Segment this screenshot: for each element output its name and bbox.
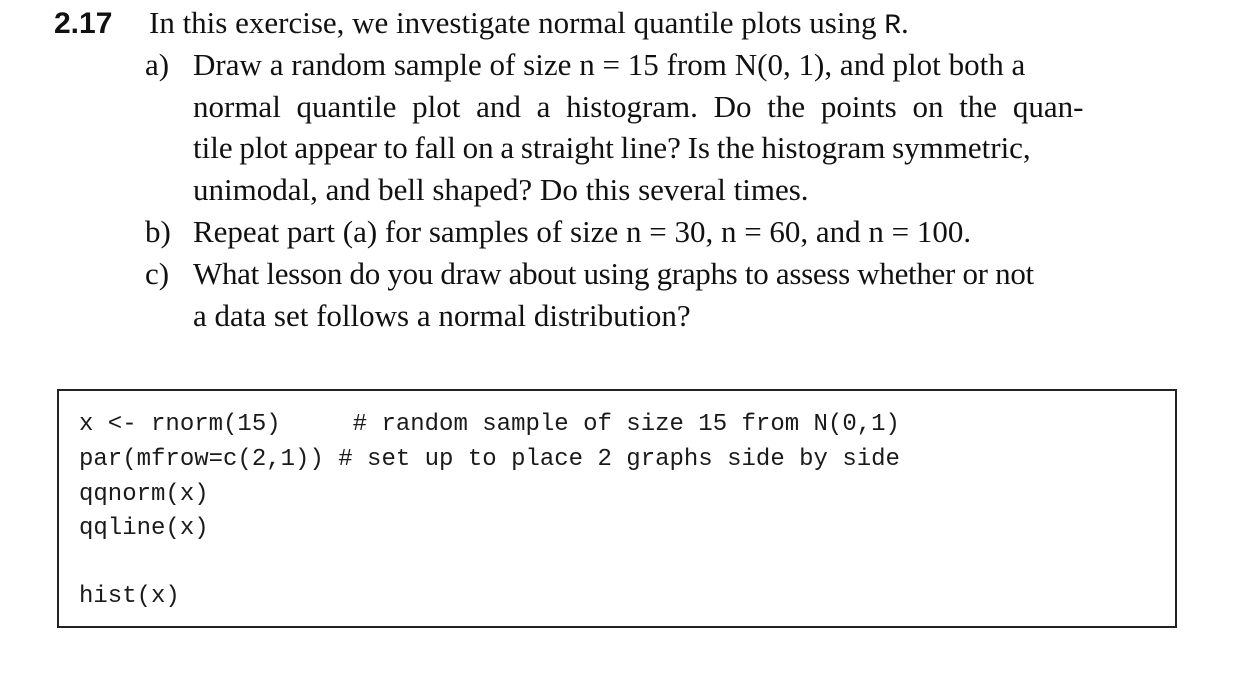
part-a-line-4: unimodal, and bell shaped? Do this several times. <box>193 171 809 207</box>
part-a-line-2: normal quantile plot and a histogram. Do the points on the quan- <box>193 88 1084 124</box>
code-line-6: hist(x) <box>79 583 180 610</box>
code-line-3: qqnorm(x) <box>79 481 209 508</box>
part-b-text <box>193 211 1180 253</box>
exercise-number: 2.17 <box>54 7 113 40</box>
intro-text: In this exercise, we investigate normal quantile plots using <box>149 5 885 40</box>
code-line-1: x <- rnorm(15) # random sample of size 15 from N(0,1) <box>79 411 900 438</box>
part-a-line-1: Draw a random sample of size n = 15 from N(0, 1), and plot both a <box>193 47 1026 82</box>
intro-period: . <box>901 5 909 40</box>
part-a-text <box>193 44 1180 210</box>
part-b-label: b) <box>145 214 171 249</box>
intro-code-r: R <box>884 11 902 42</box>
part-c <box>145 253 1180 336</box>
part-b <box>145 211 1180 253</box>
exercise-intro <box>149 2 909 48</box>
part-a <box>145 44 1180 210</box>
code-line-2: par(mfrow=c(2,1)) # set up to place 2 graphs side by side <box>79 446 900 473</box>
code-line-4: qqline(x) <box>79 515 209 542</box>
part-c-line-1: What lesson do you draw about using graphs to assess whether or not <box>193 256 1034 291</box>
part-c-text <box>193 253 1180 336</box>
part-b-line-1: Repeat part (a) for samples of size n = 30, n = 60, and n = 100. <box>193 214 972 249</box>
part-c-line-2: a data set follows a normal distribution? <box>193 297 691 333</box>
part-a-label: a) <box>145 47 170 82</box>
r-code-block <box>57 389 1177 628</box>
part-a-line-3: tile plot appear to fall on a straight line? Is the histogram symmetric, <box>193 130 1031 165</box>
part-c-label: c) <box>145 256 170 291</box>
